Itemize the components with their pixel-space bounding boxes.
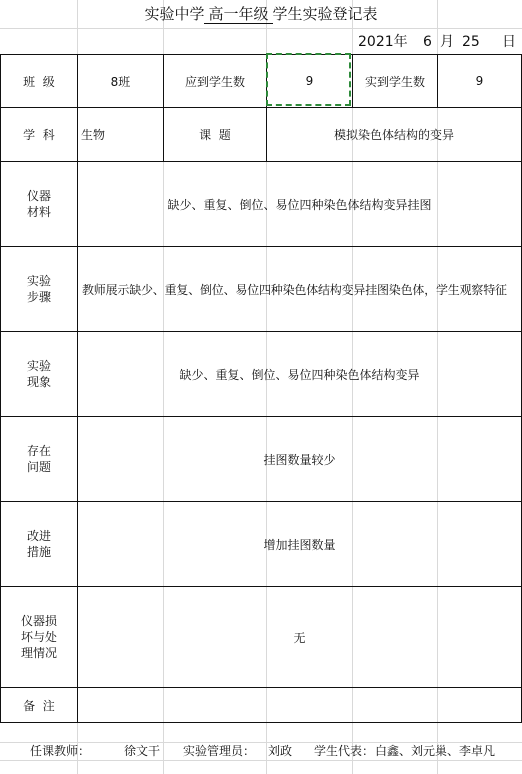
topic-value[interactable]: 模拟染色体结构的变异 — [267, 108, 522, 162]
table-row — [1, 587, 522, 688]
table-row — [1, 502, 522, 587]
phenomenon-value[interactable]: 缺少、重复、倒位、易位四种染色体结构变异 — [78, 332, 522, 417]
date-day: 25 — [462, 34, 480, 50]
steps-value[interactable]: 教师展示缺少、重复、倒位、易位四种染色体结构变异挂图染色体，学生观察特征 — [78, 247, 522, 332]
table-row — [1, 55, 522, 108]
expected-count-label: 应到学生数 — [164, 55, 267, 108]
student-rep-names: 白鑫、刘元巢、李卓凡 — [375, 744, 496, 758]
table-row — [1, 332, 522, 417]
date-line — [355, 28, 520, 56]
label-line: 措施 — [26, 545, 51, 559]
expected-count-value[interactable]: 9 — [267, 55, 353, 108]
equipment-label — [1, 162, 78, 247]
manager-name: 刘政 — [268, 744, 293, 758]
equipment-value[interactable]: 缺少、重复、倒位、易位四种染色体结构变异挂图 — [78, 162, 522, 247]
school-name: 实验中学 — [144, 5, 205, 23]
class-label: 班 级 — [1, 55, 78, 108]
date-year: 2021年 — [358, 34, 408, 50]
student-rep-label: 学生代表： — [314, 744, 375, 758]
label-line: 材料 — [26, 205, 51, 219]
problems-label — [1, 417, 78, 502]
table-row — [1, 417, 522, 502]
manager-label: 实验管理员： — [183, 744, 256, 758]
damage-value[interactable]: 无 — [78, 587, 522, 688]
label-line: 存在 — [26, 444, 51, 458]
label-line: 实验 — [26, 359, 51, 373]
teacher-name: 徐文干 — [124, 744, 161, 758]
label-line: 仪器损 — [20, 614, 57, 628]
table-row — [1, 688, 522, 723]
form-title — [0, 0, 522, 28]
steps-label — [1, 247, 78, 332]
improvement-value[interactable]: 增加挂图数量 — [78, 502, 522, 587]
label-line: 理情况 — [20, 646, 57, 660]
problems-value[interactable]: 挂图数量较少 — [78, 417, 522, 502]
remarks-label: 备 注 — [1, 688, 78, 723]
label-line: 现象 — [26, 375, 51, 389]
date-month: 6 — [423, 34, 432, 50]
table-row — [1, 247, 522, 332]
label-line: 步骤 — [26, 290, 51, 304]
signature-line — [0, 742, 522, 760]
phenomenon-label — [1, 332, 78, 417]
date-month-unit: 月 — [440, 34, 454, 50]
actual-count-value[interactable]: 9 — [438, 55, 522, 108]
remarks-value[interactable] — [78, 688, 522, 723]
damage-label — [1, 587, 78, 688]
table-row — [1, 108, 522, 162]
registration-table — [0, 54, 522, 723]
label-line: 改进 — [26, 529, 51, 543]
topic-label: 课 题 — [164, 108, 267, 162]
grade-name: 高一年级 — [204, 5, 272, 24]
gridline — [0, 760, 522, 761]
label-line: 问题 — [26, 460, 51, 474]
improvement-label — [1, 502, 78, 587]
form-name: 学生实验登记表 — [272, 5, 378, 23]
label-line: 仪器 — [26, 189, 51, 203]
class-value[interactable]: 8班 — [78, 55, 164, 108]
label-line: 坏与处 — [20, 630, 57, 644]
subject-label: 学 科 — [1, 108, 78, 162]
label-line: 实验 — [26, 274, 51, 288]
table-row — [1, 162, 522, 247]
date-day-unit: 日 — [502, 34, 516, 50]
subject-value[interactable]: 生物 — [78, 108, 164, 162]
actual-count-label: 实到学生数 — [353, 55, 438, 108]
teacher-label: 任课教师： — [30, 744, 91, 758]
